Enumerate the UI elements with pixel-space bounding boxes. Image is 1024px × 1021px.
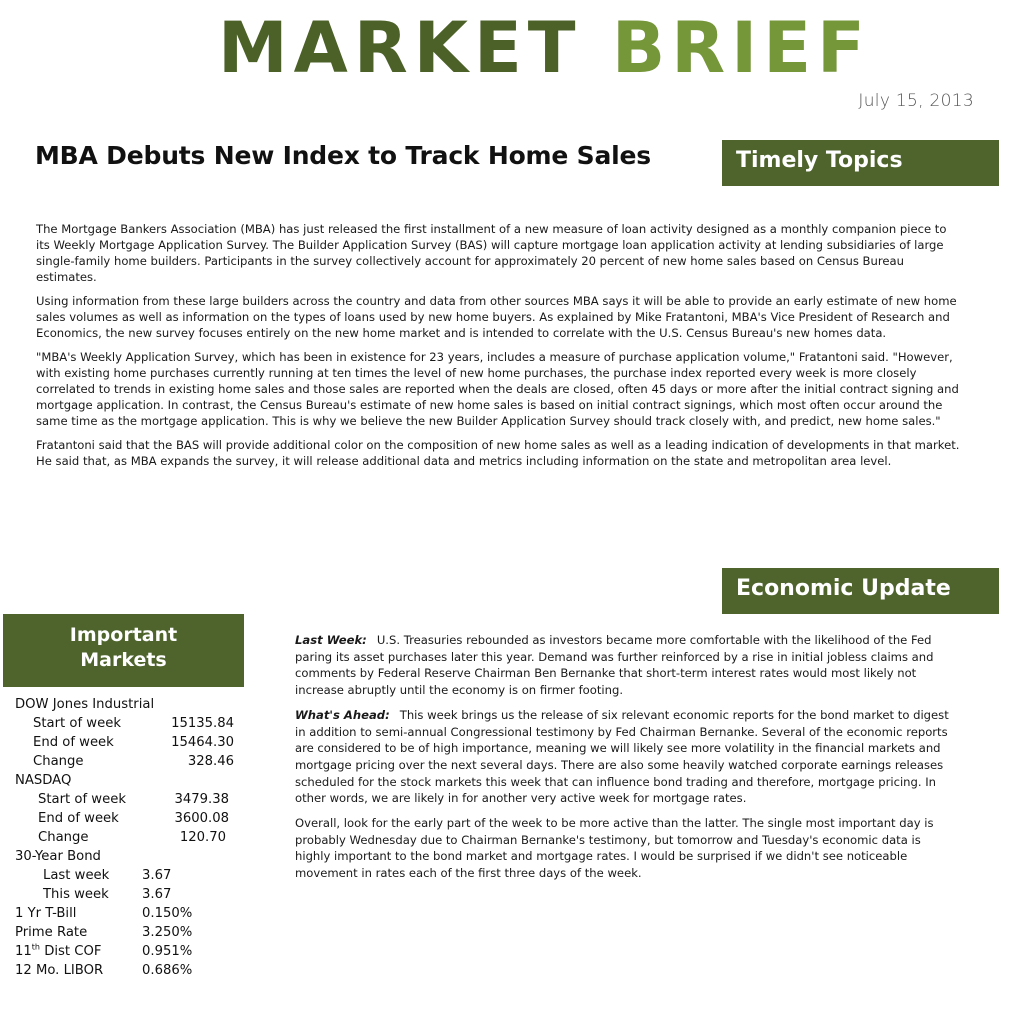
update-text: U.S. Treasuries rebounded as investors became more comfortable with the likelihood of the Fed paring its asset purchases later this year. Demand was further reinforced by a rise in initial jobless claims and comments by Federal Reserve Chairman Ben Bernanke that short-term interest rates would most likely not increase abruptly until the economy is on firmer footing. [295, 633, 934, 698]
market-label: Start of week [38, 792, 126, 807]
market-value: 0.150% [142, 906, 193, 921]
section-tag-economic-update: Economic Update [722, 568, 999, 614]
important-markets-header [3, 614, 244, 687]
article-paragraph: The Mortgage Bankers Association (MBA) has just released the first installment of a new measure of loan activity designed as a monthly companion piece to its Weekly Mortgage Application Survey. The Builder Application Survey (BAS) will capture mortgage loan application activity at lending subsidiaries of large single-family home builders. Participants in the survey collectively account for approximately 20 percent of new home sales based on Census Bureau estimates. [36, 222, 947, 284]
market-row [15, 961, 245, 980]
cof-number: 11 [15, 944, 32, 959]
market-value: 120.70 [179, 830, 226, 845]
market-row [15, 714, 245, 733]
market-label [15, 942, 101, 961]
market-row [15, 904, 245, 923]
market-value: 15464.30 [171, 735, 234, 750]
masthead-word-brief: BRIEF [611, 7, 871, 89]
market-label: Last week [43, 868, 110, 883]
market-label: 30-Year Bond [15, 849, 101, 864]
cof-label-rest: Dist COF [40, 944, 102, 959]
market-label: 1 Yr T-Bill [15, 906, 77, 921]
market-value: 3600.08 [174, 811, 229, 826]
market-value: 0.951% [142, 944, 193, 959]
markets-title-line2: Markets [80, 649, 167, 671]
market-value: 328.46 [187, 754, 234, 769]
masthead-word-market: MARKET [218, 7, 582, 89]
section-tag-timely-topics: Timely Topics [722, 140, 999, 186]
market-value: 3.250% [142, 925, 193, 940]
market-row [15, 923, 245, 942]
market-label: Change [33, 754, 84, 769]
cof-ordinal-suffix: th [31, 942, 40, 952]
market-row [15, 942, 245, 961]
market-row [15, 885, 245, 904]
lead-in-last-week: Last Week: [295, 633, 367, 647]
market-row [15, 809, 245, 828]
market-row [15, 790, 245, 809]
article-headline: MBA Debuts New Index to Track Home Sales [35, 141, 651, 170]
article-paragraph: "MBA's Weekly Application Survey, which has been in existence for 23 years, includes a measure of purchase application volume," Fratantoni said. "However, with existing home purchases currently running at ten times the level of new home purchases, the purchase index reported every week is more closely correlated to trends in existing home sales and those sales are reported when the deals are closed, often 45 days or more after the initial contract signing and mortgage application. In contrast, the Census Bureau's estimate of new home sales is based on initial contract signings, which most often occur around the same time as the mortgage application. This is why we believe the new Builder Application Survey should track closely with, and predict, new home sales." [36, 350, 959, 428]
update-text: This week brings us the release of six relevant economic reports for the bond market to digest in addition to semi-annual Congressional testimony by Fed Chairman Bernanke. Several of the economic reports are considered to be of high importance, meaning we will likely see more volatility in the financial markets and mortgage pricing over the next several days. There are also some heavily watched corporate earnings releases scheduled for the stock markets this week that can influence bond trading and therefore, mortgage pricing. In other words, we are likely in for another very active week for mortgage rates. [295, 707, 949, 806]
market-row [15, 866, 245, 885]
market-row [15, 752, 245, 771]
markets-title-line1: Important [69, 624, 178, 646]
market-value: 3.67 [142, 887, 172, 902]
market-label: Start of week [33, 716, 121, 731]
market-label: End of week [33, 735, 114, 750]
article-paragraph: Using information from these large builders across the country and data from other sources MBA says it will be able to provide an early estimate of new home sales volumes as well as information on the types of loans used by new home buyers. As explained by Mike Fratantoni, MBA's Vice President of Research and Economics, the new survey focuses entirely on the new home market and is intended to correlate with the U.S. Census Bureau's new homes data. [36, 294, 957, 340]
market-label: NASDAQ [15, 773, 72, 788]
market-label: End of week [38, 811, 119, 826]
market-row [15, 733, 245, 752]
market-label: This week [43, 887, 109, 902]
market-label: DOW Jones Industrial [15, 697, 155, 712]
market-group-dow [15, 695, 245, 714]
update-paragraph-ahead [295, 707, 955, 807]
market-group-bond [15, 847, 245, 866]
update-paragraph-last-week [295, 632, 955, 699]
issue-date: July 15, 2013 [858, 91, 974, 111]
market-value: 3479.38 [174, 792, 229, 807]
lead-in-whats-ahead: What's Ahead: [295, 707, 390, 722]
market-row [15, 828, 245, 847]
masthead [218, 6, 988, 90]
market-value: 0.686% [142, 963, 193, 978]
markets-table [15, 695, 245, 980]
market-value: 3.67 [142, 868, 172, 883]
article-paragraph: Fratantoni said that the BAS will provide additional color on the composition of new home sales as well as a leading indication of developments in that market. He said that, as MBA expands the survey, it will release additional data and metrics including information on the state and metropolitan area level. [36, 438, 960, 468]
market-label: Prime Rate [15, 925, 88, 940]
economic-update-body [295, 632, 955, 890]
update-paragraph-overall: Overall, look for the early part of the week to be more active than the latter. The single most important day is probably Wednesday due to Chairman Bernanke's testimony, but tomorrow and Tuesday's economic data is highly important to the bond market and mortgage rates. I would be surprised if we didn't see noticeable movement in rates each of the first three days of the week. [295, 816, 934, 881]
market-group-nasdaq [15, 771, 245, 790]
market-label: 12 Mo. LIBOR [15, 963, 104, 978]
article-body [36, 221, 960, 477]
market-value: 15135.84 [171, 716, 234, 731]
market-label: Change [38, 830, 89, 845]
